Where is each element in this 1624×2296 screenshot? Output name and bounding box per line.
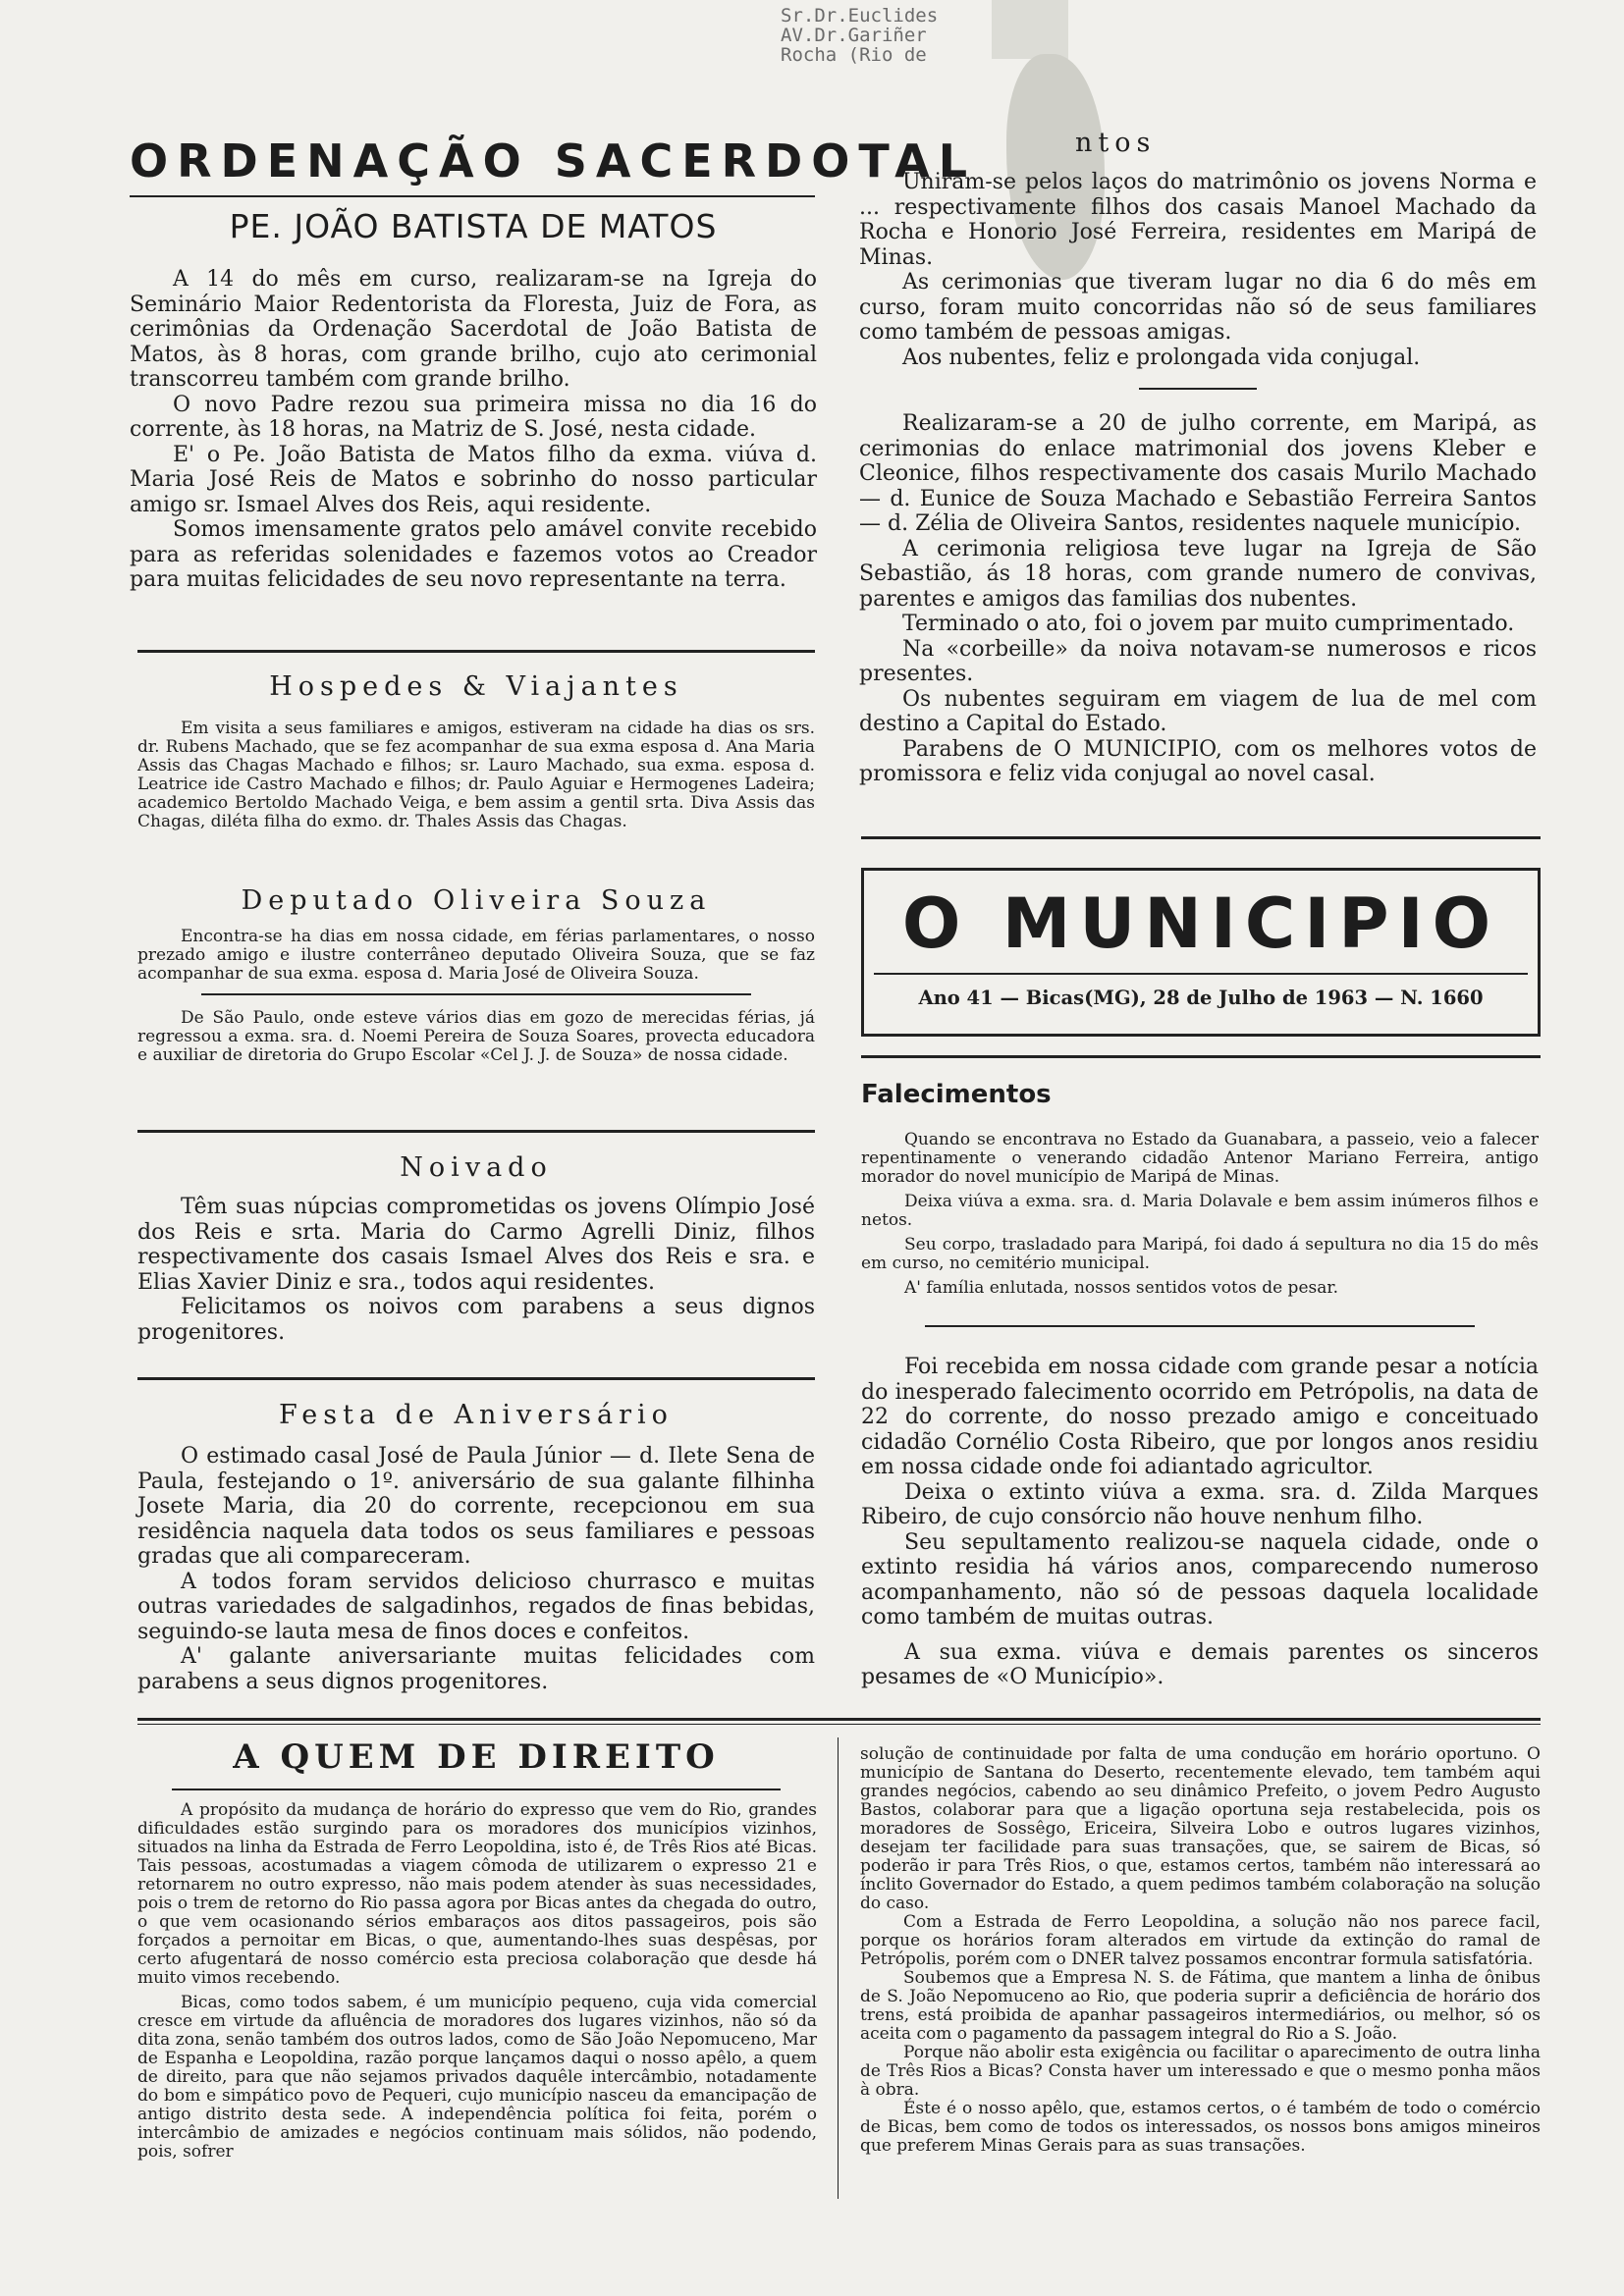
divider bbox=[172, 1789, 781, 1790]
divider bbox=[137, 1130, 815, 1133]
paragraph: Porque não abolir esta exigência ou facilitar o aparecimento de outra linha de Três Rios a Bicas? Consta haver um interessado e que o mesmo ponha mãos à obra. bbox=[860, 2043, 1541, 2100]
paragraph: Felicitamos os noivos com parabens a seus dignos progenitores. bbox=[137, 1295, 815, 1345]
paragraph: A' família enlutada, nossos sentidos votos de pesar. bbox=[904, 1278, 1339, 1298]
paragraph: As cerimonias que tiveram lugar no dia 6 do mês em curso, foram muito concorridas não só de seus familiares como também de pessoas amigas. bbox=[859, 270, 1537, 345]
noivado-section bbox=[137, 1152, 815, 1345]
ordenacao-section bbox=[130, 133, 977, 593]
paragraph: Na «corbeille» da noiva notavam-se numerosos e ricos presentes. bbox=[859, 636, 1537, 686]
paragraph: Deixa o extinto viúva a exma. sra. d. Zilda Marques Ribeiro, de cujo consórcio não houve nenhum filho. bbox=[861, 1479, 1539, 1529]
ordenacao-title: ORDENAÇÃO SACERDOTAL bbox=[130, 134, 977, 187]
divider bbox=[1139, 388, 1257, 390]
paragraph: A sua exma. viúva e demais parentes os sinceros pesames de «O Município». bbox=[861, 1639, 1539, 1689]
divider bbox=[201, 993, 751, 995]
paragraph: A propósito da mudança de horário do expresso que vem do Rio, grandes dificuldades estão surgindo para os moradores dos municípios vizinhos, situados na linha da Estrada de Ferro Leopoldina, isto é, de Três Rios até Bicas. Tais pessoas, acostumadas a viagem cômoda de utilizarem o expresso 21 e retornarem no outro expresso, não mais podem atender às suas necessidades, pois o trem de retorno do Rio passa agora por Bicas antes da chegada do outro, o que vem ocasionando sérios embaraços aos ditos passageiros, pois são forçados a pernoitar em Bicas, o que, aumentando-lhes suas despêsas, por certo afugentará de nosso comércio esta preciosa colaboração que desde há muito vimos recebendo. bbox=[137, 1800, 817, 1988]
paragraph: O estimado casal José de Paula Júnior — d. Ilete Sena de Paula, festejando o 1º. aniversário de sua galante filhinha Josete Maria, dia 20 do corrente, recepcionou em sua residência naquela data todos os seus familiares e pessoas gradas que ali compareceram. bbox=[137, 1444, 815, 1569]
column-divider bbox=[838, 1737, 839, 2199]
masthead-info: Ano 41 — Bicas(MG), 28 de Julho de 1963 — N. 1660 bbox=[918, 987, 1484, 1009]
divider bbox=[861, 836, 1541, 839]
divider bbox=[137, 650, 815, 653]
stamp-line: Rocha (Rio de bbox=[781, 44, 927, 66]
stamp-line: AV.Dr.Gariñer bbox=[781, 25, 927, 46]
paragraph: De São Paulo, onde esteve vários dias em gozo de merecidas férias, já regressou a exma. sra. d. Noemi Pereira de Souza Soares, provecta educadora e auxiliar de diretoria do Grupo Escolar «Cel J. J. de Souza» de nossa cidade. bbox=[137, 1008, 815, 1065]
paragraph: Os nubentes seguiram em viagem de lua de mel com destino a Capital do Estado. bbox=[859, 686, 1537, 736]
festa-section bbox=[137, 1400, 815, 1694]
paragraph: A 14 do mês em curso, realizaram-se na Igreja do Seminário Maior Redentorista da Floresta, Juiz de Fora, as cerimônias da Ordenação Sacerdotal de João Batista de Matos, às 8 horas, com grande brilho, cujo ato cerimonial transcorreu também com grande brilho. bbox=[130, 267, 817, 392]
paragraph: Em visita a seus familiares e amigos, estiveram na cidade ha dias os srs. dr. Rubens Machado, que se fez acompanhar de sua exma esposa d. Ana Maria Assis das Chagas Machado e filhos; sr. Lauro Machado, sua exma. esposa d. Leatrice ide Castro Machado e filhos; dr. Paulo Aguiar e Hermogenes Ladeira; academico Bertoldo Machado Veiga, e bem assim a gentil srta. Diva Assis das Chagas, diléta filha do exmo. dr. Thales Assis das Chagas. bbox=[137, 719, 815, 831]
torn-paper bbox=[992, 0, 1068, 59]
quem-title: A QUEM DE DIREITO bbox=[233, 1737, 720, 1777]
paragraph: A cerimonia religiosa teve lugar na Igreja de São Sebastião, ás 18 horas, com grande numero de convivas, parentes e amigos das familias dos nubentes. bbox=[859, 536, 1537, 612]
paragraph: O novo Padre rezou sua primeira missa no dia 16 do corrente, às 18 horas, na Matriz de S. José, nesta cidade. bbox=[130, 392, 817, 442]
paragraph: Terminado o ato, foi o jovem par muito cumprimentado. bbox=[902, 612, 1515, 636]
ordenacao-subtitle: PE. JOÃO BATISTA DE MATOS bbox=[229, 207, 718, 245]
divider bbox=[137, 1718, 1541, 1721]
divider bbox=[861, 1055, 1541, 1058]
masthead bbox=[861, 868, 1541, 1037]
paragraph: Seu sepultamento realizou-se naquela cidade, onde o extinto residia há vários anos, comparecendo numeroso acompanhamento, não só de pessoas daquela localidade como também de muitas outras. bbox=[861, 1529, 1539, 1629]
divider bbox=[925, 1325, 1475, 1327]
hospedes-title: Hospedes & Viajantes bbox=[269, 671, 683, 702]
deputado-title: Deputado Oliveira Souza bbox=[241, 885, 712, 916]
paragraph: Quando se encontrava no Estado da Guanabara, a passeio, veio a falecer repentinamente o venerando cidadão Antenor Mariano Ferreira, antigo morador do novel município de Maripá de Minas. bbox=[861, 1130, 1539, 1187]
stamp-line: Sr.Dr.Euclides bbox=[781, 5, 939, 27]
deputado-section bbox=[137, 885, 815, 1065]
divider bbox=[137, 1377, 815, 1380]
ordenacao-body bbox=[130, 267, 817, 593]
divider bbox=[874, 973, 1528, 975]
paragraph: Deixa viúva a exma. sra. d. Maria Dolavale e bem assim inúmeros filhos e netos. bbox=[861, 1192, 1539, 1230]
paragraph: Soubemos que a Empresa N. S. de Fátima, que mantem a linha de ônibus de S. João Nepomuceno ao Rio, que poderia suprir a deficiência de horário dos trens, está proibida de apanhar passageiros intermediários, ou melhor, só os aceita com o pagamento da passagem integral do Rio a S. João. bbox=[860, 1968, 1541, 2044]
falecimentos-section bbox=[861, 1080, 1539, 1690]
noivado-title: Noivado bbox=[400, 1152, 553, 1183]
quem-right-column bbox=[860, 1745, 1541, 2156]
falecimentos-title: Falecimentos bbox=[861, 1080, 1052, 1109]
paragraph: Uniram-se pelos laços do matrimônio os jovens Norma e ... respectivamente filhos dos casais Manoel Machado da Rocha e Honorio José Ferreira, residentes em Maripá de Minas. bbox=[859, 170, 1537, 270]
masthead-name: O MUNICIPIO bbox=[901, 883, 1500, 964]
paragraph: Com a Estrada de Ferro Leopoldina, a solução não nos parece facil, porque os horários foram alterados em virtude da extinção do ramal de Petrópolis, porém com o DNER talvez possamos encontrar formula satisfatória. bbox=[860, 1912, 1541, 1969]
paragraph: Aos nubentes, feliz e prolongada vida conjugal. bbox=[902, 345, 1421, 370]
paragraph: Foi recebida em nossa cidade com grande pesar a notícia do inesperado falecimento ocorrido em Petrópolis, na data de 22 do corrente, do nosso prezado amigo e conceituado cidadão Cornélio Costa Ribeiro, que por longos anos residiu em nossa cidade onde foi adiantado agricultor. bbox=[861, 1355, 1539, 1479]
casamentos-title: ntos bbox=[1075, 128, 1157, 158]
paragraph: A' galante aniversariante muitas felicidades com parabens a seus dignos progenitores. bbox=[137, 1644, 815, 1694]
address-stamp bbox=[781, 6, 938, 65]
paragraph: Têm suas núpcias comprometidas os jovens Olímpio José dos Reis e srta. Maria do Carmo Agrelli Diniz, filhos respectivamente dos casais Ismael Alves dos Reis e sra. e Elias Xavier Diniz e sra., todos aqui residentes. bbox=[137, 1195, 815, 1295]
divider bbox=[130, 195, 815, 197]
paragraph: E' o Pe. João Batista de Matos filho da exma. viúva d. Maria José Reis de Matos e sobrinho do nosso particular amigo sr. Ismael Alves dos Reis, aqui residente. bbox=[130, 442, 817, 517]
paragraph: Somos imensamente gratos pelo amável convite recebido para as referidas solenidades e fazemos votos ao Creador para muitas felicidades de seu novo representante na terra. bbox=[130, 517, 817, 592]
quem-left-column bbox=[137, 1801, 817, 2162]
paragraph: A todos foram servidos delicioso churrasco e muitas outras variedades de salgadinhos, regados de finas bebidas, seguindo-se lauta mesa de finos doces e confeitos. bbox=[137, 1569, 815, 1644]
casamentos-section bbox=[859, 128, 1537, 787]
divider bbox=[137, 1724, 1541, 1725]
paragraph: Bicas, como todos sabem, é um município pequeno, cuja vida comercial cresce em virtude da afluência de moradores dos lugares vizinhos, não só da dita zona, senão também dos outros lados, como de São João Nepomuceno, Mar de Espanha e Leopoldina, razão porque lançamos daqui o nosso apêlo, a quem de direito, para que não sejamos privados daquêle intercâmbio, notadamente do bom e simpático povo de Pequeri, cujo município nasceu da emancipação de antigo distrito desta sede. A independência política foi feita, porém o intercâmbio de amizades e negócios continuam mais sólidos, não podendo, pois, sofrer bbox=[137, 1993, 817, 2162]
paragraph: solução de continuidade por falta de uma condução em horário oportuno. O município de Santana do Deserto, recentemente elevado, tem também aqui grandes negócios, cabendo ao seu dinâmico Prefeito, o jovem Pedro Augusto Bastos, colaborar para que a ligação oportuna seja restabelecida, pois os moradores de Sossêgo, Ericeira, Silveira Lobo e outros lugares vizinhos, desejam ter facilidade para suas transações, que, se sairem de Bicas, só poderão ir para Três Rios, o que, estamos certos, também não interessará ao ínclito Governador do Estado, a quem pedimos também colaboração na solução do caso. bbox=[860, 1744, 1541, 1913]
paragraph: Éste é o nosso apêlo, que, estamos certos, o é também de todo o comércio de Bicas, bem como de todos os interessados, os nossos bons amigos mineiros que preferem Minas Gerais para as suas transações. bbox=[860, 2099, 1541, 2156]
festa-title: Festa de Aniversário bbox=[279, 1400, 674, 1430]
paragraph: Seu corpo, trasladado para Maripá, foi dado á sepultura no dia 15 do mês em curso, no cemitério municipal. bbox=[861, 1235, 1539, 1273]
paragraph: Parabens de O MUNICIPIO, com os melhores votos de promissora e feliz vida conjugal ao novel casal. bbox=[859, 736, 1537, 786]
hospedes-section bbox=[137, 671, 815, 831]
paragraph: Realizaram-se a 20 de julho corrente, em Maripá, as cerimonias do enlace matrimonial dos jovens Kleber e Cleonice, filhos respectivamente dos casais Murilo Machado — d. Eunice de Souza Machado e Sebastião Ferreira Santos — d. Zélia de Oliveira Santos, residentes naquele município. bbox=[859, 411, 1537, 536]
paragraph: Encontra-se ha dias em nossa cidade, em férias parlamentares, o nosso prezado amigo e ilustre conterrâneo deputado Oliveira Souza, que se faz acompanhar de sua exma. esposa d. Maria José de Oliveira Souza. bbox=[137, 927, 815, 984]
